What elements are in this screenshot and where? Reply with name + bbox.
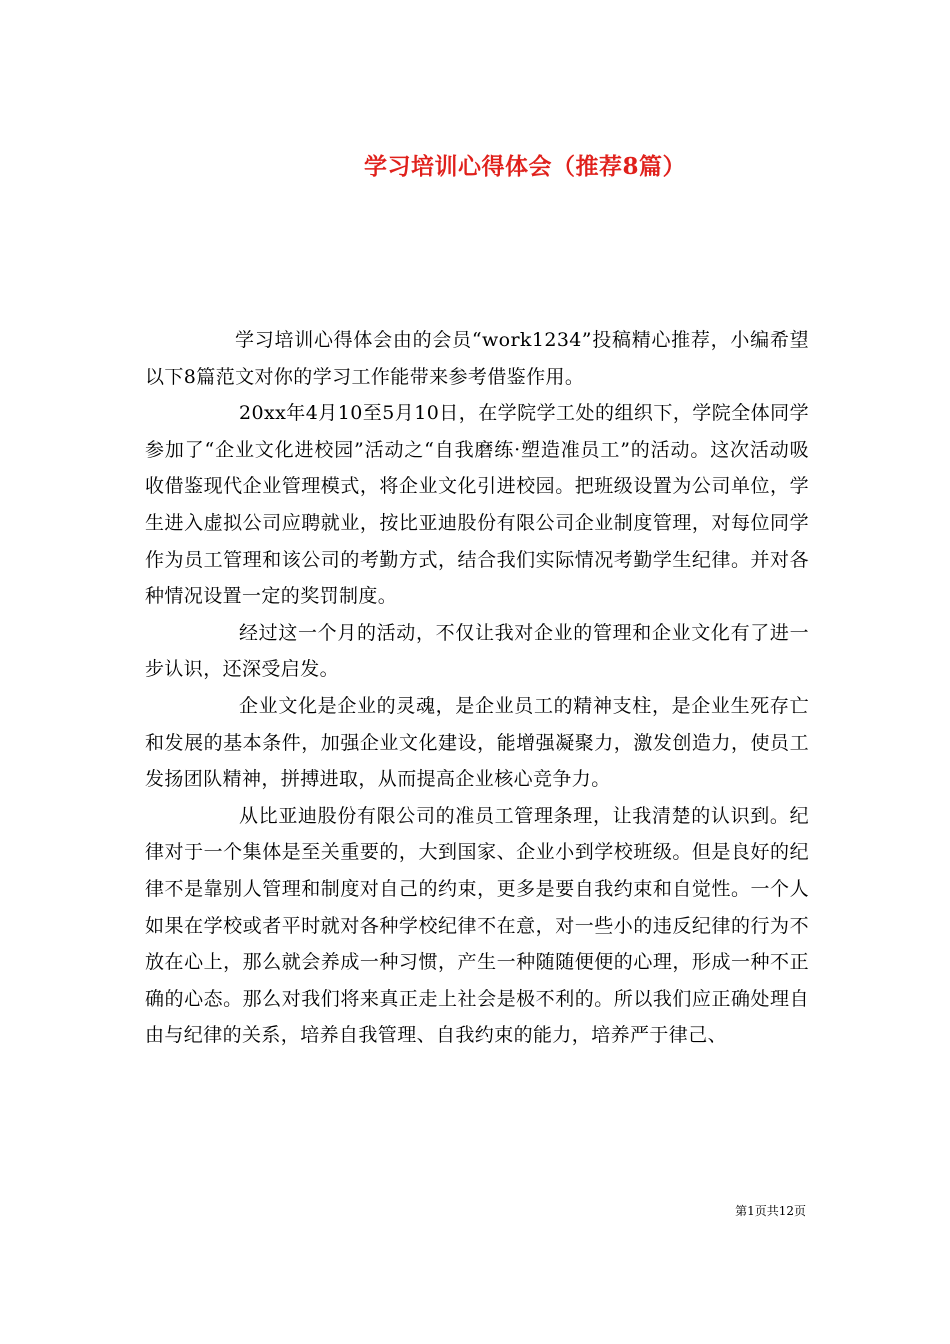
- page-number: 第1页共12页: [735, 1204, 806, 1218]
- document-body: [145, 322, 809, 1054]
- paragraph-insight: 经过这一个月的活动，不仅让我对企业的管理和企业文化有了进一步认识，还深受启发。: [145, 621, 809, 681]
- paragraph-culture: 企业文化是企业的灵魂，是企业员工的精神支柱，是企业生死存亡和发展的基本条件，加强企业文化建设，能增强凝聚力，激发创造力，使员工发扬团队精神，拼搏进取，从而提高企业核心竞争力。: [145, 694, 809, 791]
- paragraph-discipline: 从比亚迪股份有限公司的准员工管理条理，让我清楚的认识到。纪律对于一个集体是至关重要的，大到国家、企业小到学校班级。但是良好的纪律不是靠别人管理和制度对自己的约束，更多是要自我约束和自觉性。一个人如果在学校或者平时就对各种学校纪律不在意，对一些小的违反纪律的行为不放在心上，那么就会养成一种习惯，产生一种随随便便的心理，形成一种不正确的心态。那么对我们将来真正走上社会是极不利的。所以我们应正确处理自由与纪律的关系，培养自我管理、自我约束的能力，培养严于律己、: [145, 804, 809, 1047]
- paragraph-intro: 学习培训心得体会由的会员“work1234”投稿精心推荐，小编希望以下8篇范文对你的学习工作能带来参考借鉴作用。: [145, 329, 809, 388]
- document-title: 学习培训心得体会（推荐8篇）: [363, 153, 686, 181]
- paragraph-activity: 20xx年4月10至5月10日，在学院学工处的组织下，学院全体同学参加了“企业文化进校园”活动之“自我磨练·塑造准员工”的活动。这次活动吸收借鉴现代企业管理模式，将企业文化引进校园。把班级设置为公司单位，学生进入虚拟公司应聘就业，按比亚迪股份有限公司企业制度管理，对每位同学作为员工管理和该公司的考勤方式，结合我们实际情况考勤学生纪律。并对各种情况设置一定的奖罚制度。: [145, 402, 809, 608]
